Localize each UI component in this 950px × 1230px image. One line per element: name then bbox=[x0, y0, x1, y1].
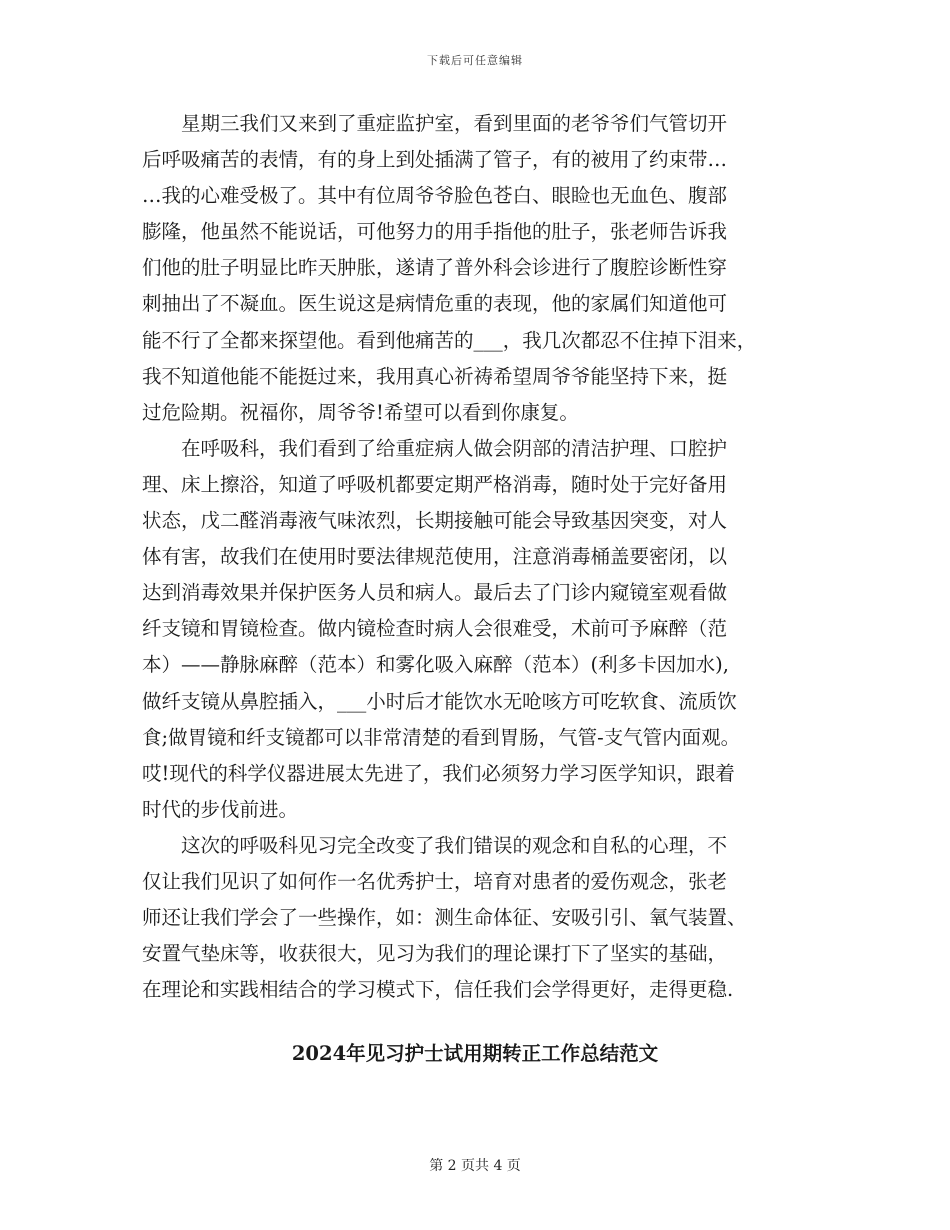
section-title: 2024年见习护士试用期转正工作总结范文 bbox=[291, 1042, 659, 1065]
paragraph-3 bbox=[142, 828, 810, 1008]
paragraph-2 bbox=[142, 431, 810, 828]
text-line: 师还让我们学会了一些操作，如：测生命体征、安吸引引、氧气装置、 bbox=[142, 906, 747, 930]
text-line: 刺抽出了不凝血。医生说这是病情危重的表现，他的家属们知道他可 bbox=[142, 292, 728, 316]
text-line: 过危险期。祝福你，周爷爷!希望可以看到你康复。 bbox=[142, 400, 579, 424]
text-line: 能不行了全都来探望他。看到他痛苦的___，我几次都忍不住掉下泪来， bbox=[142, 328, 757, 352]
text-line: 纤支镜和胃镜检查。做内镜检查时病人会很难受，术前可予麻醉（范 bbox=[142, 617, 728, 641]
text-line: 仅让我们见识了如何作一名优秀护士，培育对患者的爱伤观念，张老 bbox=[142, 869, 728, 893]
text-line: 们他的肚子明显比昨天肿胀，遂请了普外科会诊进行了腹腔诊断性穿 bbox=[142, 256, 728, 280]
text-line: 时代的步伐前进。 bbox=[142, 797, 299, 821]
text-line: 在呼吸科，我们看到了给重症病人做会阴部的清洁护理、口腔护 bbox=[181, 436, 728, 460]
text-line: 做纤支镜从鼻腔插入，___小时后才能饮水无呛咳方可吃软食、流质饮 bbox=[142, 689, 737, 713]
text-line: 膨隆，他虽然不能说话，可他努力的用手指他的肚子，张老师告诉我 bbox=[142, 220, 728, 244]
text-line: 安置气垫床等，收获很大，见习为我们的理论课打下了坚实的基础， bbox=[142, 942, 728, 966]
text-line: 体有害，故我们在使用时要法律规范使用，注意消毒桶盖要密闭，以 bbox=[142, 545, 728, 569]
text-line: 这次的呼吸科见习完全改变了我们错误的观念和自私的心理，不 bbox=[181, 833, 728, 857]
page-number: 第 2 页共 4 页 bbox=[429, 1158, 521, 1174]
text-line: 状态，戊二醛消毒液气味浓烈，长期接触可能会导致基因突变，对人 bbox=[142, 509, 728, 533]
paragraph-1 bbox=[142, 106, 810, 431]
page-header: 下载后可任意编辑 bbox=[427, 54, 523, 67]
text-line: 后呼吸痛苦的表情，有的身上到处插满了管子，有的被用了约束带… bbox=[142, 148, 728, 172]
document-body bbox=[142, 106, 810, 1008]
text-line: 食;做胃镜和纤支镜都可以非常清楚的看到胃肠，气管-支气管内面观。 bbox=[142, 725, 741, 749]
text-line: 达到消毒效果并保护医务人员和病人。最后去了门诊内窥镜室观看做 bbox=[142, 581, 728, 605]
text-line: …我的心难受极了。其中有位周爷爷脸色苍白、眼睑也无血色、腹部 bbox=[142, 184, 728, 208]
text-line: 我不知道他能不能挺过来，我用真心祈祷希望周爷爷能坚持下来，挺 bbox=[142, 364, 728, 388]
text-line: 哎!现代的科学仪器进展太先进了，我们必须努力学习医学知识，跟着 bbox=[142, 761, 735, 785]
text-line: 本）——静脉麻醉（范本）和雾化吸入麻醉（范本）(利多卡因加水), bbox=[142, 653, 729, 677]
text-line: 星期三我们又来到了重症监护室，看到里面的老爷爷们气管切开 bbox=[181, 112, 728, 135]
text-line: 在理论和实践相结合的学习模式下，信任我们会学得更好，走得更稳. bbox=[142, 978, 734, 1002]
text-line: 理、床上擦浴，知道了呼吸机都要定期严格消毒，随时处于完好备用 bbox=[142, 472, 728, 496]
